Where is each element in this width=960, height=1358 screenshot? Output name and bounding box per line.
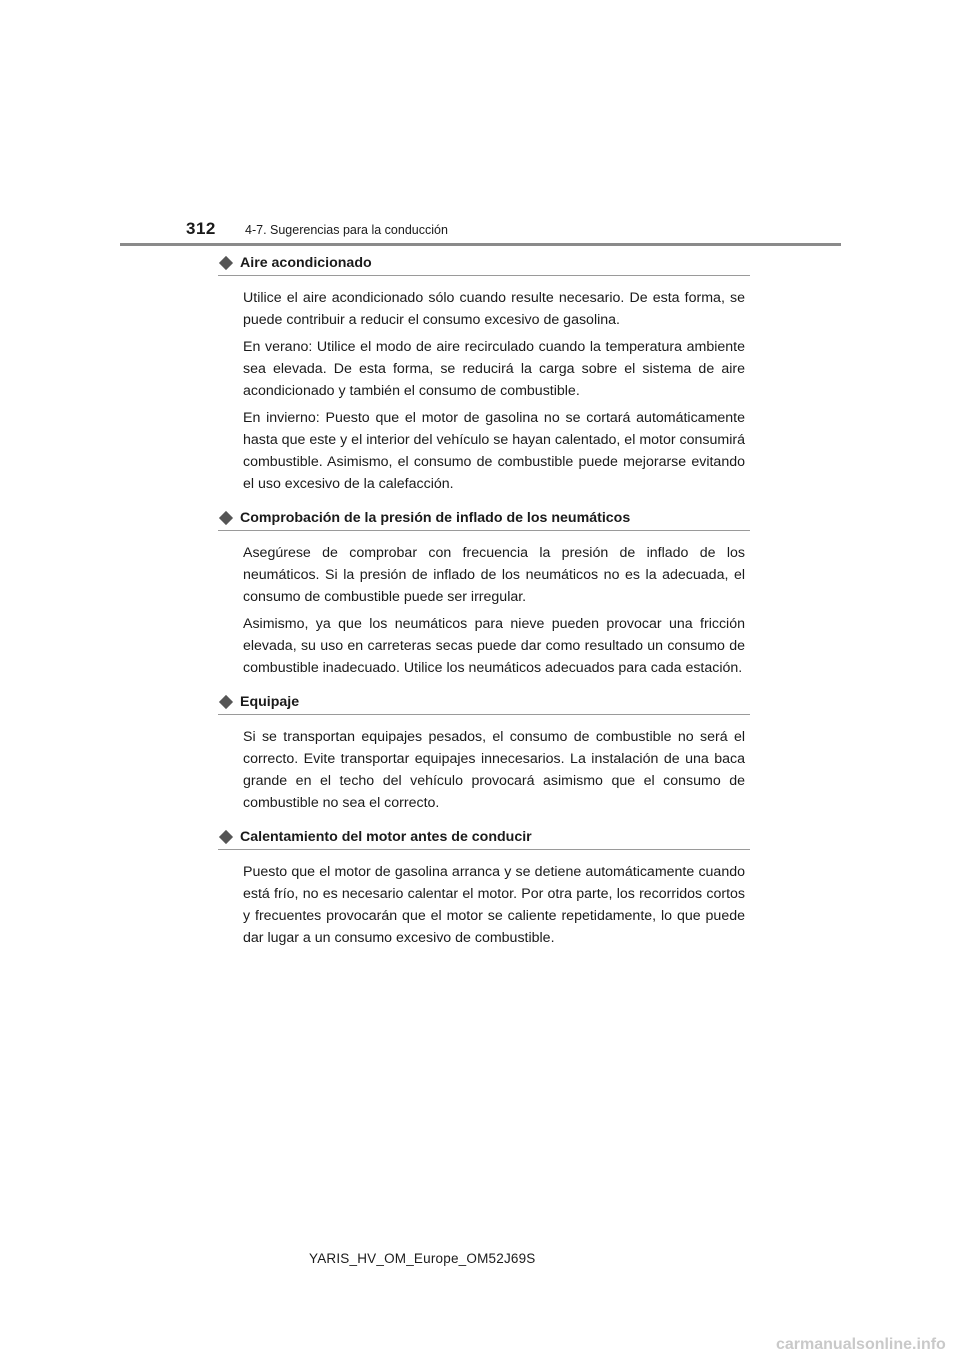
section-heading-text: Aire acondicionado — [240, 255, 372, 271]
paragraph: En invierno: Puesto que el motor de gasolina no se cortará automáticamente hasta que este y el interior del vehículo se hayan calentado, el motor consumirá combustible. Asimismo, el consumo de combustible puede mejorarse evitando el uso excesivo de la calefacción. — [243, 410, 745, 492]
section-heading — [218, 254, 750, 276]
paragraph: Si se transportan equipajes pesados, el consumo de combustible no será el correcto. Evite transportar equipajes innecesarios. La instalación de una baca grande en el techo del vehículo provocará asimismo que el consumo de combustible no sea el correcto. — [243, 729, 745, 811]
paragraph: Asegúrese de comprobar con frecuencia la presión de inflado de los neumáticos. Si la presión de inflado de los neumáticos no es la adecuada, el consumo de combustible puede ser irregular. — [243, 545, 745, 605]
diamond-icon — [219, 830, 233, 844]
diamond-icon — [219, 256, 233, 270]
chapter-title: 4-7. Sugerencias para la conducción — [245, 223, 448, 237]
footer-document-code: YARIS_HV_OM_Europe_OM52J69S — [309, 1251, 536, 1266]
paragraph: Asimismo, ya que los neumáticos para nieve pueden provocar una fricción elevada, su uso en carreteras secas puede dar como resultado un consumo de combustible inadecuado. Utilice los neumáticos adecuados para cada estación. — [243, 616, 745, 676]
paragraph: Utilice el aire acondicionado sólo cuando resulte necesario. De esta forma, se puede contribuir a reducir el consumo excesivo de gasolina. — [243, 290, 745, 328]
section-luggage — [218, 693, 750, 814]
section-tire-pressure — [218, 509, 750, 679]
page-content — [218, 254, 750, 949]
section-engine-warmup — [218, 828, 750, 949]
section-heading-text: Comprobación de la presión de inflado de los neumáticos — [240, 510, 631, 526]
section-heading — [218, 693, 750, 715]
header-rule — [120, 243, 841, 246]
paragraph: Puesto que el motor de gasolina arranca y se detiene automáticamente cuando está frío, no es necesario calentar el motor. Por otra parte, los recorridos cortos y frecuentes provocarán que el motor se caliente repetidamente, lo que puede dar lugar a un consumo excesivo de combustible. — [243, 864, 745, 946]
watermark[interactable]: carmanualsonline.info — [776, 1336, 946, 1353]
page-number: 312 — [186, 219, 216, 238]
diamond-icon — [219, 695, 233, 709]
section-heading-text: Calentamiento del motor antes de conducir — [240, 829, 532, 845]
section-heading-text: Equipaje — [240, 694, 300, 710]
diamond-icon — [219, 511, 233, 525]
paragraph: En verano: Utilice el modo de aire recirculado cuando la temperatura ambiente sea elevada. De esta forma, se reducirá la carga sobre el sistema de aire acondicionado y también el consumo de combustible. — [243, 339, 745, 399]
section-air-conditioning — [218, 254, 750, 495]
section-heading — [218, 509, 750, 531]
section-heading — [218, 828, 750, 850]
